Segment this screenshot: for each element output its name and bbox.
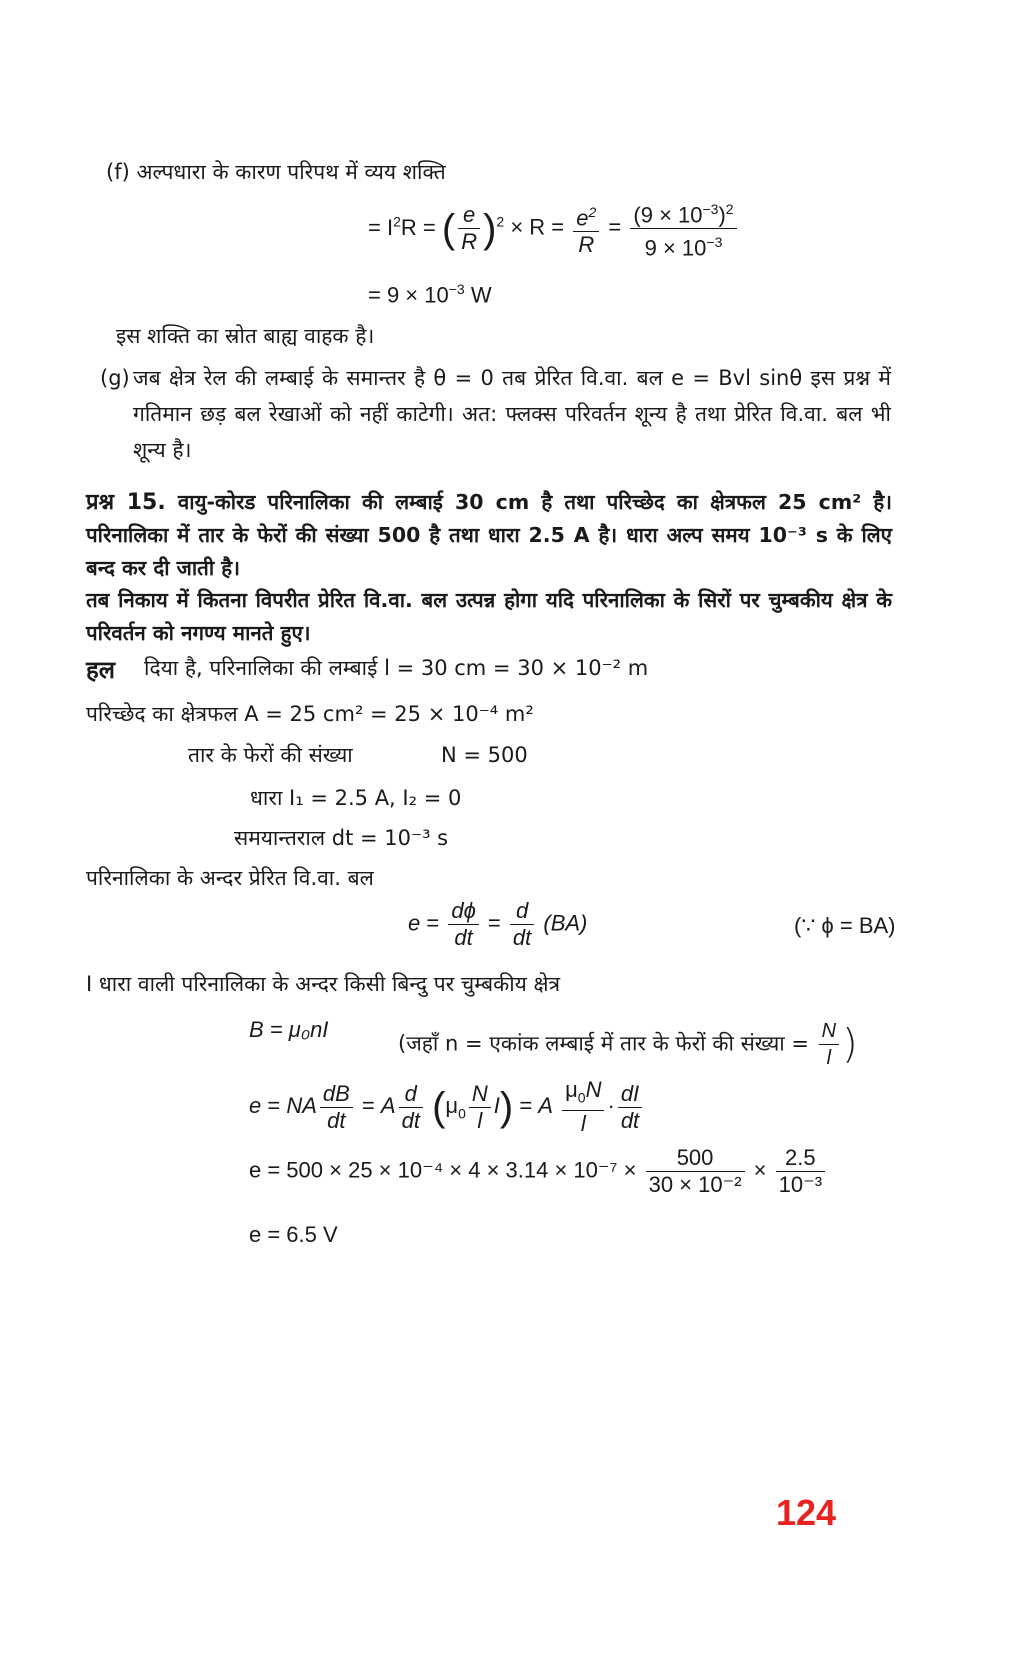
question-text-2: तब निकाय में कितना विपरीत प्रेरित वि.वा. बल उत्पन्न होगा यदि परिनालिका के सिरों पर चुम्बकीय क्षेत्र के परिवर्तन को नगण्य मानते हुए।: [86, 588, 892, 645]
power-result: = $9 \times 10^{-3}$ W: [368, 281, 492, 308]
emf-derivation: e = NA $\frac{dB}{dt}$ = A $\frac{d}{dt}$ ($\mu_0$ $\frac{N}{l}$ I) = A $\frac{\mu_0N}{l}$ · $\frac{dI}{dt}$: [249, 1077, 645, 1137]
emf-note: (∵ ϕ = BA): [794, 913, 896, 938]
given-length: दिया है, परिनालिका की लम्बाई l = 30 cm = 30 × 10⁻² m: [144, 656, 649, 680]
question-label: प्रश्न 15.: [86, 490, 166, 515]
frac-e-over-r: $\frac{e}{R}$: [458, 202, 480, 255]
emf-result: e = 6.5 V: [249, 1222, 338, 1247]
power-source: इस शक्ति का स्रोत बाह्य वाहक है।: [116, 324, 375, 348]
solution-label: हल: [86, 656, 116, 684]
given-current: धारा I₁ = 2.5 A, I₂ = 0: [250, 786, 462, 810]
turns-label: तार के फेरों की संख्या: [188, 743, 353, 767]
field-equation: B = μ₀nI: [249, 1017, 329, 1042]
frac-numeric: $\frac{(9 \times 10^{-3})^2}{9 \times 10^{-3}}$: [630, 196, 736, 262]
field-note: (जहाँ n = एकांक लम्बाई में तार के फेरों की संख्या = $\frac{N}{l}$ ): [398, 1020, 858, 1069]
emf-equation: e = $\frac{d\phi}{dt}$ = $\frac{d}{dt}$ (BA): [408, 898, 588, 950]
part-f-heading: (f) अल्पधारा के कारण परिपथ में व्यय शक्ति: [106, 160, 446, 184]
power-equation: = $I^2R$ = ( $\frac{e}{R}$ )$^2$ × R = $\frac{e^2}{R}$ = $\frac{(9 \times 10^{-3})^2}{9 \times 10^{-3}}$: [368, 196, 740, 262]
emf-calculation: e = 500 × 25 × 10⁻⁴ × 4 × 3.14 × 10⁻⁷ × $\frac{500}{\text{30 × 10⁻²}}$ × $\frac{2.5}{\text{10⁻³}}$: [249, 1145, 828, 1198]
field-intro: I धारा वाली परिनालिका के अन्दर किसी बिन्दु पर चुम्बकीय क्षेत्र: [86, 972, 561, 996]
part-g-label: (g): [100, 366, 130, 390]
frac-e2-over-r: $\frac{e^2}{R}$: [573, 199, 599, 258]
question-text: प्रश्न 15. वायु-कोरड परिनालिका की लम्बाई 30 cm है तथा परिच्छेद का क्षेत्रफल 25 cm² है। परिनालिका में तार के फेरों की संख्या 500 है तथा धारा 2.5 A है। धारा अल्प समय 10⁻³ s के लिए बन्द कर दी जाती है।: [86, 490, 892, 580]
given-area: परिच्छेद का क्षेत्रफल A = 25 cm² = 25 × 10⁻⁴ m²: [86, 702, 534, 726]
part-g-text: जब क्षेत्र रेल की लम्बाई के समान्तर है θ = 0 तब प्रेरित वि.वा. बल e = Bvl sinθ इस प्रश्न में गतिमान छड़ बल रेखाओं को नहीं काटेगी। अत: फ्लक्स परिवर्तन शून्य है तथा प्रेरित वि.वा. बल भी शून्य है।: [133, 366, 891, 462]
given-time: समयान्तराल dt = 10⁻³ s: [234, 826, 449, 850]
page-number: 124: [776, 1492, 837, 1533]
eq-lead: = $I^2R$ =: [368, 213, 436, 240]
emf-intro: परिनालिका के अन्दर प्रेरित वि.वा. बल: [86, 866, 374, 890]
turns-value: N = 500: [441, 743, 528, 767]
